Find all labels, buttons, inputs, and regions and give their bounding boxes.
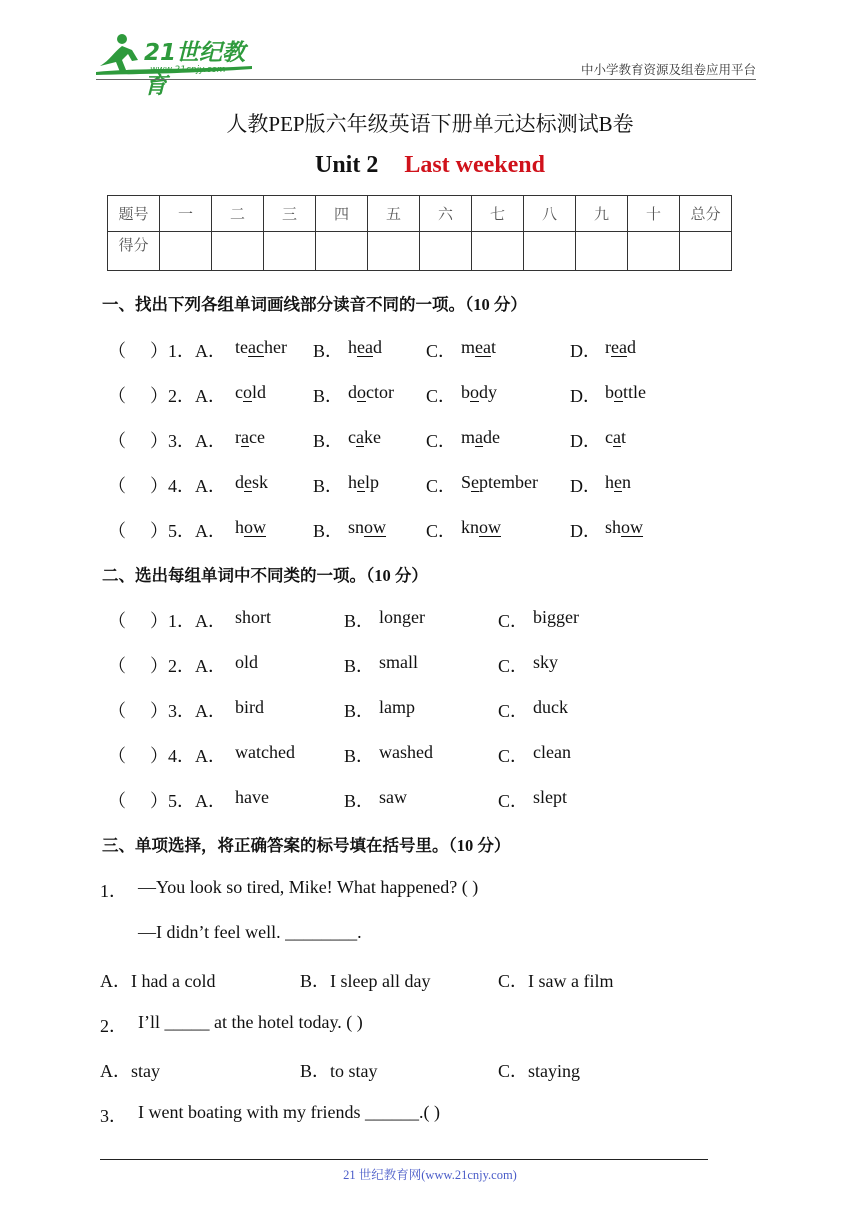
option-label: C． [498, 746, 529, 766]
option-label: C． [498, 791, 529, 811]
option-word: snow [348, 517, 387, 537]
question-2-5 [0, 787, 860, 813]
question-number: 2． [100, 1016, 127, 1036]
underlined-letters: ac [248, 337, 264, 357]
underlined-letters: ea [357, 337, 373, 357]
score-input-cell[interactable] [420, 232, 472, 271]
underlined-letters: ea [611, 337, 627, 357]
option-label: B． [313, 431, 344, 451]
question-number: ）4．A． [150, 746, 226, 766]
question-text: —You look so tired, Mike! What happened? ( ) [138, 877, 479, 897]
question-2-2 [0, 652, 860, 678]
option-word: read [605, 337, 636, 357]
question-3-2 [0, 1012, 860, 1038]
score-input-cell[interactable] [680, 232, 732, 271]
option-c-word: clean [533, 742, 571, 762]
question-number: 1． [100, 881, 127, 901]
score-header-cell: 五 [368, 196, 420, 232]
option-a-word: short [235, 607, 271, 627]
answer-paren-open[interactable]: （ [108, 476, 126, 496]
question-text: I’ll _____ at the hotel today. ( ) [138, 1012, 363, 1032]
option-label: B． [313, 521, 344, 541]
option-b-word: saw [379, 787, 407, 807]
score-table [107, 195, 732, 271]
option-c-word: duck [533, 697, 568, 717]
option-word: body [461, 382, 497, 402]
score-input-cell[interactable] [160, 232, 212, 271]
option-label: B． [344, 791, 375, 811]
footer-text: 21 世纪教育网(www.21cnjy.com) [343, 1168, 517, 1182]
option-c: C．I saw a film [498, 971, 614, 991]
section-2-title: 二、选出每组单词中不同类的一项。 [102, 566, 366, 585]
option-label: C． [426, 431, 457, 451]
score-header-cell: 七 [472, 196, 524, 232]
score-header-cell: 六 [420, 196, 472, 232]
question-number: ）3．A． [150, 431, 226, 451]
option-word: bottle [605, 382, 646, 402]
question-1-4 [0, 472, 860, 498]
underlined-letters: ow [364, 517, 387, 537]
page-title: 人教PEP版六年级英语下册单元达标测试B卷 [226, 112, 634, 136]
underlined-letters: e [244, 472, 252, 492]
option-b-word: lamp [379, 697, 415, 717]
option-word: hen [605, 472, 631, 492]
underlined-letters: o [243, 382, 252, 402]
option-label: C． [498, 656, 529, 676]
question-number: ）1．A． [150, 611, 226, 631]
question-number: ）2．A． [150, 386, 226, 406]
underlined-letters: ow [621, 517, 644, 537]
option-word: how [235, 517, 266, 537]
option-c: C．staying [498, 1061, 581, 1081]
score-label-question: 题号 [108, 196, 160, 232]
answer-paren-open[interactable]: （ [108, 746, 126, 766]
option-word: meat [461, 337, 497, 357]
option-c-word: bigger [533, 607, 579, 627]
logo-text: 21世纪教育 [144, 40, 246, 99]
question-1-3 [0, 427, 860, 453]
option-c-word: sky [533, 652, 559, 672]
logo-url: www.21cnjy.com [150, 65, 226, 75]
option-word: teacher [235, 337, 287, 357]
underlined-letters: a [475, 427, 484, 447]
option-word: race [235, 427, 265, 447]
option-label: B． [344, 611, 375, 631]
score-input-cell[interactable] [472, 232, 524, 271]
answer-paren-open[interactable]: （ [108, 521, 126, 541]
option-word: desk [235, 472, 269, 492]
site-logo [92, 30, 262, 99]
question-number: ）2．A． [150, 656, 226, 676]
option-b: B．I sleep all day [300, 971, 431, 991]
question-1-2 [0, 382, 860, 408]
option-label: D． [570, 521, 601, 541]
underlined-letters: o [357, 382, 366, 402]
section-1-title: 一、找出下列各组单词画线部分读音不同的一项。 [102, 295, 465, 314]
unit-topic: Last weekend [404, 152, 545, 178]
underlined-letters: a [356, 427, 364, 447]
answer-paren-open[interactable]: （ [108, 431, 126, 451]
section-3-points: （10 分） [448, 836, 511, 855]
question-1-5 [0, 517, 860, 543]
underlined-letters: a [241, 427, 249, 447]
page-subtitle [0, 152, 860, 179]
question-number: ）1．A． [150, 341, 226, 361]
section-2-points: （10 分） [366, 566, 428, 585]
underlined-letters: e [357, 472, 365, 492]
section-1-points: （10 分） [465, 295, 527, 314]
underlined-letters: e [471, 472, 480, 492]
answer-paren-open[interactable]: （ [108, 386, 126, 406]
question-number: ）5．A． [150, 791, 226, 811]
question-2-4 [0, 742, 860, 768]
option-b-word: longer [379, 607, 425, 627]
score-header-cell: 四 [316, 196, 368, 232]
score-input-cell[interactable] [524, 232, 576, 271]
option-a-word: have [235, 787, 269, 807]
answer-paren-open[interactable]: （ [108, 791, 126, 811]
option-a: A．I had a cold [100, 971, 216, 991]
underlined-letters: ow [479, 517, 501, 537]
question-2-3 [0, 697, 860, 723]
underlined-letters: ea [475, 337, 491, 357]
section-3-title: 三、单项选择，将正确答案的标号填在括号里。 [102, 836, 449, 855]
option-label: D． [570, 341, 601, 361]
option-word: know [461, 517, 501, 537]
option-a-word: watched [235, 742, 295, 762]
option-word: cold [235, 382, 267, 402]
option-label: B． [313, 476, 344, 496]
answer-paren-open[interactable]: （ [108, 341, 126, 361]
underlined-letters: o [470, 382, 479, 402]
option-label: C． [426, 476, 457, 496]
section-3-heading [102, 832, 510, 856]
score-header-cell: 八 [524, 196, 576, 232]
option-label: C． [498, 701, 529, 721]
question-3-3 [0, 1102, 860, 1128]
score-input-cell[interactable] [212, 232, 264, 271]
option-label: D． [570, 476, 601, 496]
question-2-1 [0, 607, 860, 633]
option-b-word: small [379, 652, 418, 672]
score-header-cell: 三 [264, 196, 316, 232]
option-word: cake [348, 427, 381, 447]
question-3-1-options [0, 967, 860, 993]
score-header-cell: 一 [160, 196, 212, 232]
option-a: A．stay [100, 1061, 160, 1081]
question-text: I went boating with my friends ______.( ) [138, 1102, 440, 1122]
answer-paren-open[interactable]: （ [108, 701, 126, 721]
score-input-cell[interactable] [316, 232, 368, 271]
question-1-1 [0, 337, 860, 363]
score-header-cell: 二 [212, 196, 264, 232]
option-label: C． [426, 521, 457, 541]
score-input-cell[interactable] [368, 232, 420, 271]
option-label: B． [344, 701, 375, 721]
option-label: C． [498, 611, 529, 631]
score-header-cell: 十 [628, 196, 680, 232]
option-label: C． [426, 341, 457, 361]
option-a-word: old [235, 652, 259, 672]
option-word: cat [605, 427, 627, 447]
score-label-points: 得分 [108, 232, 160, 271]
answer-paren-open[interactable]: （ [108, 611, 126, 631]
question-3-1-reply [0, 922, 860, 948]
score-header-row [108, 196, 732, 232]
underlined-letters: a [613, 427, 621, 447]
option-a-word: bird [235, 697, 264, 717]
option-label: D． [570, 386, 601, 406]
score-input-cell[interactable] [628, 232, 680, 271]
option-word: help [348, 472, 380, 492]
option-label: B． [344, 656, 375, 676]
option-label: B． [344, 746, 375, 766]
question-3-1 [0, 877, 860, 903]
score-header-cell: 九 [576, 196, 628, 232]
score-value-row [108, 232, 732, 271]
option-label: C． [426, 386, 457, 406]
score-input-cell[interactable] [264, 232, 316, 271]
question-text: —I didn’t feel well. ________. [138, 922, 362, 942]
option-word: doctor [348, 382, 394, 402]
option-word: September [461, 472, 538, 492]
question-number: ）4．A． [150, 476, 226, 496]
footer-divider [100, 1159, 708, 1160]
option-b-word: washed [379, 742, 433, 762]
header-platform-text: 中小学教育资源及组卷应用平台 [580, 63, 756, 77]
question-number: ）5．A． [150, 521, 226, 541]
option-word: made [461, 427, 501, 447]
underlined-letters: o [614, 382, 623, 402]
option-label: B． [313, 386, 344, 406]
question-number: ）3．A． [150, 701, 226, 721]
section-1-heading [102, 291, 527, 315]
header-divider [96, 79, 756, 80]
question-3-2-options [0, 1057, 860, 1083]
underlined-letters: ow [244, 517, 266, 537]
score-input-cell[interactable] [576, 232, 628, 271]
option-label: D． [570, 431, 601, 451]
unit-label: Unit 2 [314, 152, 379, 178]
option-word: head [348, 337, 382, 357]
option-word: show [605, 517, 644, 537]
underlined-letters: e [614, 472, 622, 492]
section-2-heading [102, 562, 428, 586]
score-header-cell: 总分 [680, 196, 732, 232]
option-label: B． [313, 341, 344, 361]
option-b: B．to stay [300, 1061, 378, 1081]
question-number: 3． [100, 1106, 127, 1126]
answer-paren-open[interactable]: （ [108, 656, 126, 676]
option-c-word: slept [533, 787, 567, 807]
